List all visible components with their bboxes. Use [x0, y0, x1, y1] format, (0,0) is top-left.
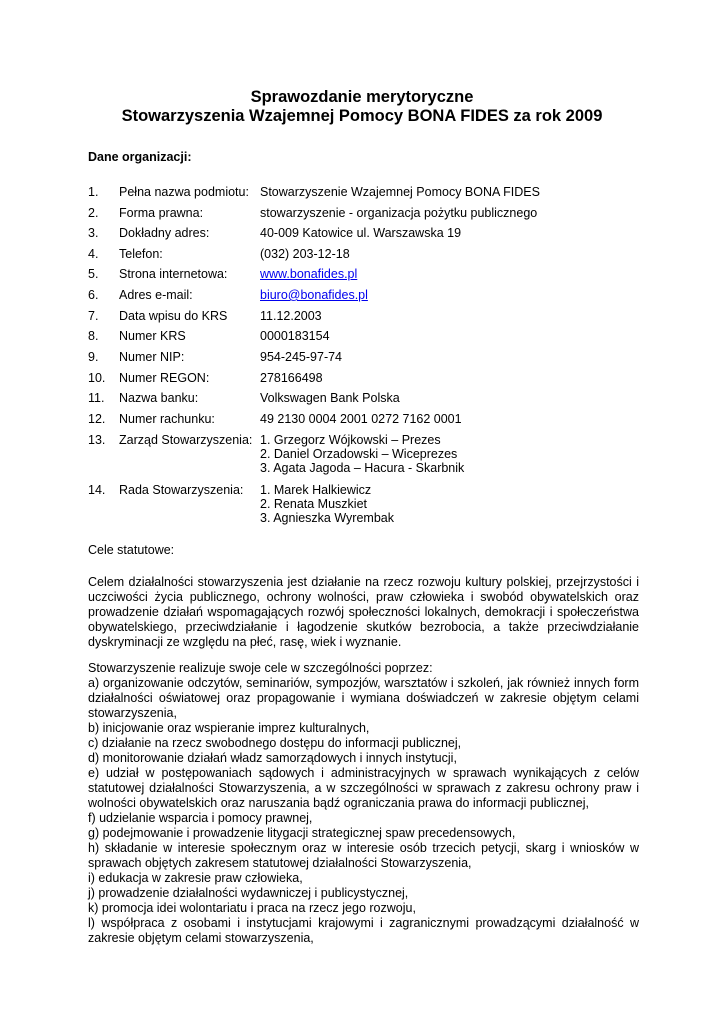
- row-number: 3.: [88, 226, 99, 240]
- council-member: 1. Marek Halkiewicz: [260, 483, 372, 497]
- row-value: Stowarzyszenie Wzajemnej Pomocy BONA FIDES: [260, 185, 540, 199]
- row-label: Forma prawna:: [119, 206, 204, 220]
- row-value: Volkswagen Bank Polska: [260, 391, 400, 405]
- goal-item: d) monitorowanie działań władz samorządowych i innych instytucji,: [88, 751, 457, 765]
- row-value: 0000183154: [260, 329, 330, 343]
- row-value: 40-009 Katowice ul. Warszawska 19: [260, 226, 462, 240]
- board-list: [260, 433, 464, 475]
- row-number: 6.: [88, 288, 99, 302]
- board-member: 2. Daniel Orzadowski – Wiceprezes: [260, 447, 458, 461]
- goal-item: g) podejmowanie i prowadzenie litygacji strategicznej spaw precedensowych,: [88, 826, 516, 840]
- row-number: 14.: [88, 483, 106, 497]
- goals-heading: Cele statutowe:: [88, 543, 175, 557]
- goals-means: [88, 661, 639, 946]
- row-label: Zarząd Stowarzyszenia:: [119, 433, 253, 447]
- org-data-heading: Dane organizacji:: [88, 150, 192, 164]
- goal-item: k) promocja idei wolontariatu i praca na rzecz jego rozwoju,: [88, 901, 416, 915]
- row-label: Pełna nazwa podmiotu:: [119, 185, 249, 199]
- row-label: Numer rachunku:: [119, 412, 215, 426]
- row-number: 5.: [88, 267, 99, 281]
- row-label: Rada Stowarzyszenia:: [119, 483, 244, 497]
- row-number: 2.: [88, 206, 99, 220]
- document-title: Sprawozdanie merytoryczne: [250, 88, 474, 106]
- row-label: Numer NIP:: [119, 350, 185, 364]
- row-label: Numer KRS: [119, 329, 186, 343]
- website-link[interactable]: www.bonafides.pl: [260, 267, 358, 281]
- row-value: 954-245-97-74: [260, 350, 343, 364]
- board-member: 3. Agata Jagoda – Hacura - Skarbnik: [260, 461, 465, 475]
- goal-item: j) prowadzenie działalności wydawniczej i publicystycznej,: [88, 886, 409, 900]
- row-value: 278166498: [260, 371, 323, 385]
- row-value: stowarzyszenie - organizacja pożytku publicznego: [260, 206, 538, 220]
- row-label: Data wpisu do KRS: [119, 309, 228, 323]
- goal-item: a) organizowanie odczytów, seminariów, sympozjów, warsztatów i szkoleń, jak również innych form działalności oświatowej oraz propagowanie i wymiana doświadczeń w zakresie objętym celami stowarzyszenia,: [88, 676, 639, 720]
- row-number: 11.: [88, 391, 105, 405]
- row-number: 12.: [88, 412, 106, 426]
- row-label: Strona internetowa:: [119, 267, 228, 281]
- goals-paragraph: Celem działalności stowarzyszenia jest działanie na rzecz rozwoju kultury polskiej, przejrzystości i uczciwości życia publicznego, ochrony wolności, praw człowieka i swobód obywatelskich oraz prowadzenie działań wspomagających rozwój społeczności lokalnych, demokracji i społeczeństwa obywatelskiego, przeciwdziałanie i łagodzenie skutków bezrobocia, a także przeciwdziałanie dyskryminacji ze względu na płeć, rasę, wiek i wyznanie.: [88, 575, 639, 649]
- row-label: Numer REGON:: [119, 371, 210, 385]
- document-subtitle: Stowarzyszenia Wzajemnej Pomocy BONA FIDES za rok 2009: [121, 107, 603, 125]
- goal-item: f) udzielanie wsparcia i pomocy prawnej,: [88, 811, 313, 825]
- row-label: Telefon:: [119, 247, 163, 261]
- goal-item: i) edukacja w zakresie praw człowieka,: [88, 871, 303, 885]
- goal-item: h) składanie w interesie społecznym oraz w interesie osób trzecich petycji, skarg i wniosków w sprawach objętych zakresem statutowej działalności Stowarzyszenia,: [88, 841, 639, 870]
- row-number: 9.: [88, 350, 99, 364]
- row-label: Adres e-mail:: [119, 288, 193, 302]
- goal-item: e) udział w postępowaniach sądowych i administracyjnych w sprawach wynikających z celów statutowej działalności Stowarzyszenia, a w szczególności w sprawach z zakresu ochrony praw i wolności obywatelskich oraz naruszania bądź ograniczania prawa do informacji publicznej,: [88, 766, 639, 810]
- row-label: Dokładny adres:: [119, 226, 210, 240]
- row-number: 8.: [88, 329, 99, 343]
- row-number: 13.: [88, 433, 106, 447]
- council-list: [260, 483, 394, 525]
- row-label: Nazwa banku:: [119, 391, 199, 405]
- row-value: 11.12.2003: [260, 309, 322, 323]
- council-member: 3. Agnieszka Wyrembak: [260, 511, 394, 525]
- row-number: 4.: [88, 247, 99, 261]
- row-value: (032) 203-12-18: [260, 247, 350, 261]
- council-member: 2. Renata Muszkiet: [260, 497, 367, 511]
- goal-item: l) współpraca z osobami i instytucjami krajowymi i zagranicznymi prowadzącymi działalność w zakresie objętym celami stowarzyszenia,: [88, 916, 639, 945]
- email-link[interactable]: biuro@bonafides.pl: [260, 288, 368, 302]
- row-number: 10.: [88, 371, 106, 385]
- row-value: 49 2130 0004 2001 0272 7162 0001: [260, 412, 462, 426]
- goal-item: b) inicjowanie oraz wspieranie imprez kulturalnych,: [88, 721, 370, 735]
- board-member: 1. Grzegorz Wójkowski – Prezes: [260, 433, 441, 447]
- goal-item: c) działanie na rzecz swobodnego dostępu do informacji publicznej,: [88, 736, 462, 750]
- row-number: 1.: [88, 185, 99, 199]
- goals-intro: Stowarzyszenie realizuje swoje cele w szczególności poprzez:: [88, 661, 433, 675]
- row-number: 7.: [88, 309, 99, 323]
